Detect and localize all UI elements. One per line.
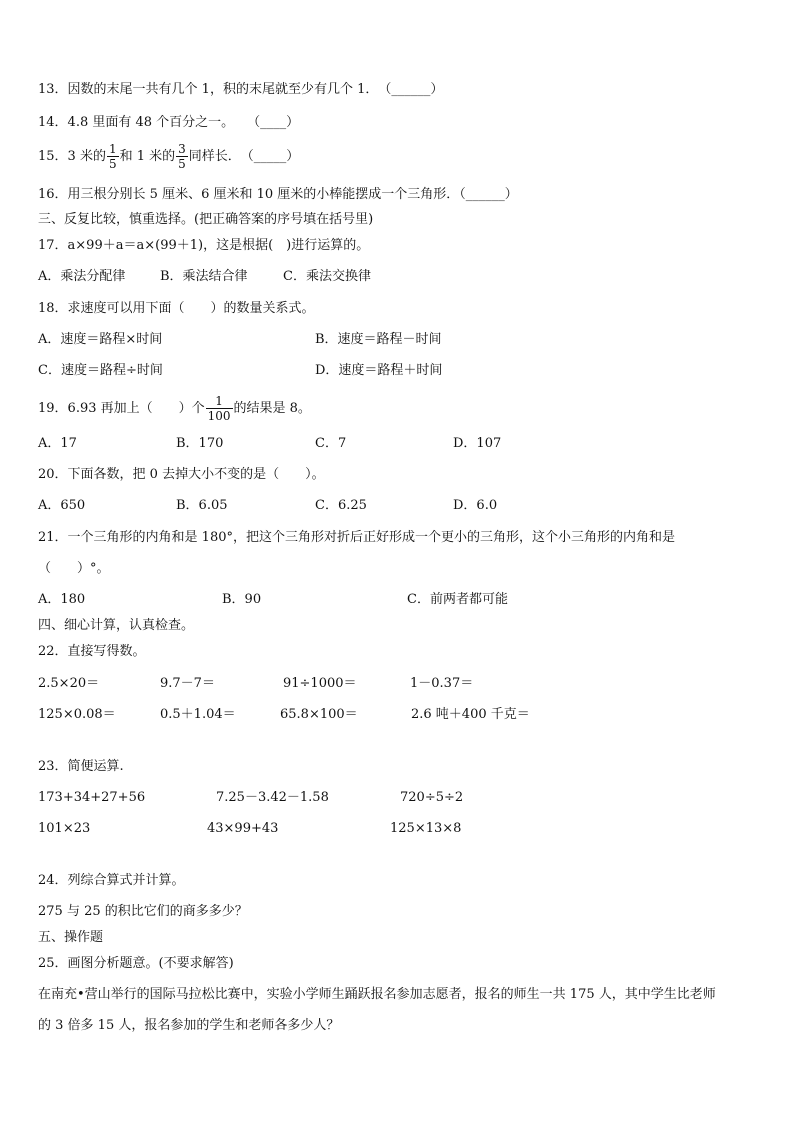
fraction-numerator: 3 — [178, 142, 186, 156]
q17-option-c: C．乘法交换律 — [283, 269, 371, 284]
q23-calc: 7.25－3.42－1.58 — [216, 790, 329, 805]
fraction-denominator: 100 — [207, 409, 231, 423]
question-14: 14．4.8 里面有 48 个百分之一。 （____） — [38, 115, 300, 130]
section-3-heading: 三、反复比较，慎重选择。(把正确答案的序号填在括号里) — [38, 212, 374, 227]
q19-option-b: B．170 — [176, 436, 224, 451]
q23-calc: 173+34+27+56 — [38, 790, 146, 805]
question-15 — [38, 142, 299, 171]
q22-calc: 9.7－7＝ — [160, 676, 215, 691]
question-18: 18．求速度可以用下面（ ）的数量关系式。 — [38, 301, 315, 316]
q20-option-c: C．6.25 — [315, 498, 367, 513]
q15-prefix: 15．3 米的 — [38, 149, 106, 164]
q23-calc: 43×99+43 — [207, 821, 279, 836]
q15-mid: 和 1 米的 — [119, 149, 176, 164]
q18-option-c: C．速度＝路程÷时间 — [38, 363, 163, 378]
fraction-one-fifth — [107, 142, 119, 171]
q23-calc: 720÷5÷2 — [400, 790, 464, 805]
q22-calc: 2.5×20＝ — [38, 676, 100, 691]
fraction-numerator: 1 — [108, 142, 117, 156]
fraction-denominator: 5 — [178, 157, 186, 171]
q21-option-c: C．前两者都可能 — [407, 592, 508, 607]
question-23: 23．简便运算. — [38, 759, 124, 774]
question-24-body: 275 与 25 的积比它们的商多多少？ — [38, 904, 248, 919]
question-21-blank: （ ）°。 — [38, 561, 110, 576]
q22-calc: 2.6 吨＋400 千克＝ — [411, 707, 530, 722]
q19-option-d: D．107 — [453, 436, 502, 451]
fraction-one-hundredth — [206, 394, 233, 423]
question-16: 16．用三根分别长 5 厘米、6 厘米和 10 厘米的小棒能摆成一个三角形．（______） — [38, 187, 518, 202]
question-25-body: 在南充•营山举行的国际马拉松比赛中，实验小学师生踊跃报名参加志愿者，报名的师生一共 175 人，其中学生比老师 — [38, 987, 716, 1002]
question-25-body-cont: 的 3 倍多 15 人，报名参加的学生和老师各多少人？ — [38, 1018, 340, 1033]
question-22: 22．直接写得数。 — [38, 644, 146, 659]
question-19 — [38, 394, 311, 423]
q21-option-a: A．180 — [38, 592, 86, 607]
question-24: 24．列综合算式并计算。 — [38, 873, 185, 888]
section-4-heading: 四、细心计算，认真检查。 — [38, 618, 195, 633]
q18-option-a: A．速度＝路程×时间 — [38, 332, 163, 347]
q17-option-a: A．乘法分配律 — [38, 269, 126, 284]
q18-option-b: B．速度＝路程－时间 — [315, 332, 442, 347]
q19-prefix: 19．6.93 再加上（ ）个 — [38, 401, 205, 416]
q18-option-d: D．速度＝路程＋时间 — [315, 363, 443, 378]
q19-suffix: 的结果是 8。 — [233, 401, 311, 416]
q19-option-c: C．7 — [315, 436, 347, 451]
q20-option-b: B．6.05 — [176, 498, 228, 513]
q22-calc: 125×0.08＝ — [38, 707, 116, 722]
fraction-numerator: 1 — [206, 394, 233, 409]
question-20: 20．下面各数，把 0 去掉大小不变的是（ ）。 — [38, 467, 325, 482]
q22-calc: 65.8×100＝ — [280, 707, 358, 722]
q15-suffix: 同样长． （_____） — [188, 149, 300, 164]
q20-option-a: A．650 — [38, 498, 86, 513]
q23-calc: 125×13×8 — [390, 821, 462, 836]
q20-option-d: D．6.0 — [453, 498, 498, 513]
q22-calc: 0.5＋1.04＝ — [160, 707, 236, 722]
q22-calc: 91÷1000＝ — [283, 676, 357, 691]
question-25: 25．画图分析题意。(不要求解答) — [38, 956, 234, 971]
q22-calc: 1－0.37＝ — [410, 676, 474, 691]
q21-option-b: B．90 — [222, 592, 262, 607]
q19-option-a: A．17 — [38, 436, 77, 451]
q23-calc: 101×23 — [38, 821, 91, 836]
section-5-heading: 五、操作题 — [38, 930, 104, 945]
question-21: 21．一个三角形的内角和是 180°，把这个三角形对折后正好形成一个更小的三角形，这个小三角形的内角和是 — [38, 530, 675, 545]
fraction-three-fifths — [176, 142, 188, 171]
question-17: 17．a×99＋a＝a×(99＋1)，这是根据( )进行运算的。 — [38, 238, 370, 253]
fraction-denominator: 5 — [108, 157, 117, 171]
q17-option-b: B．乘法结合律 — [160, 269, 248, 284]
question-13: 13．因数的末尾一共有几个 1，积的末尾就至少有几个 1． （______） — [38, 82, 444, 97]
